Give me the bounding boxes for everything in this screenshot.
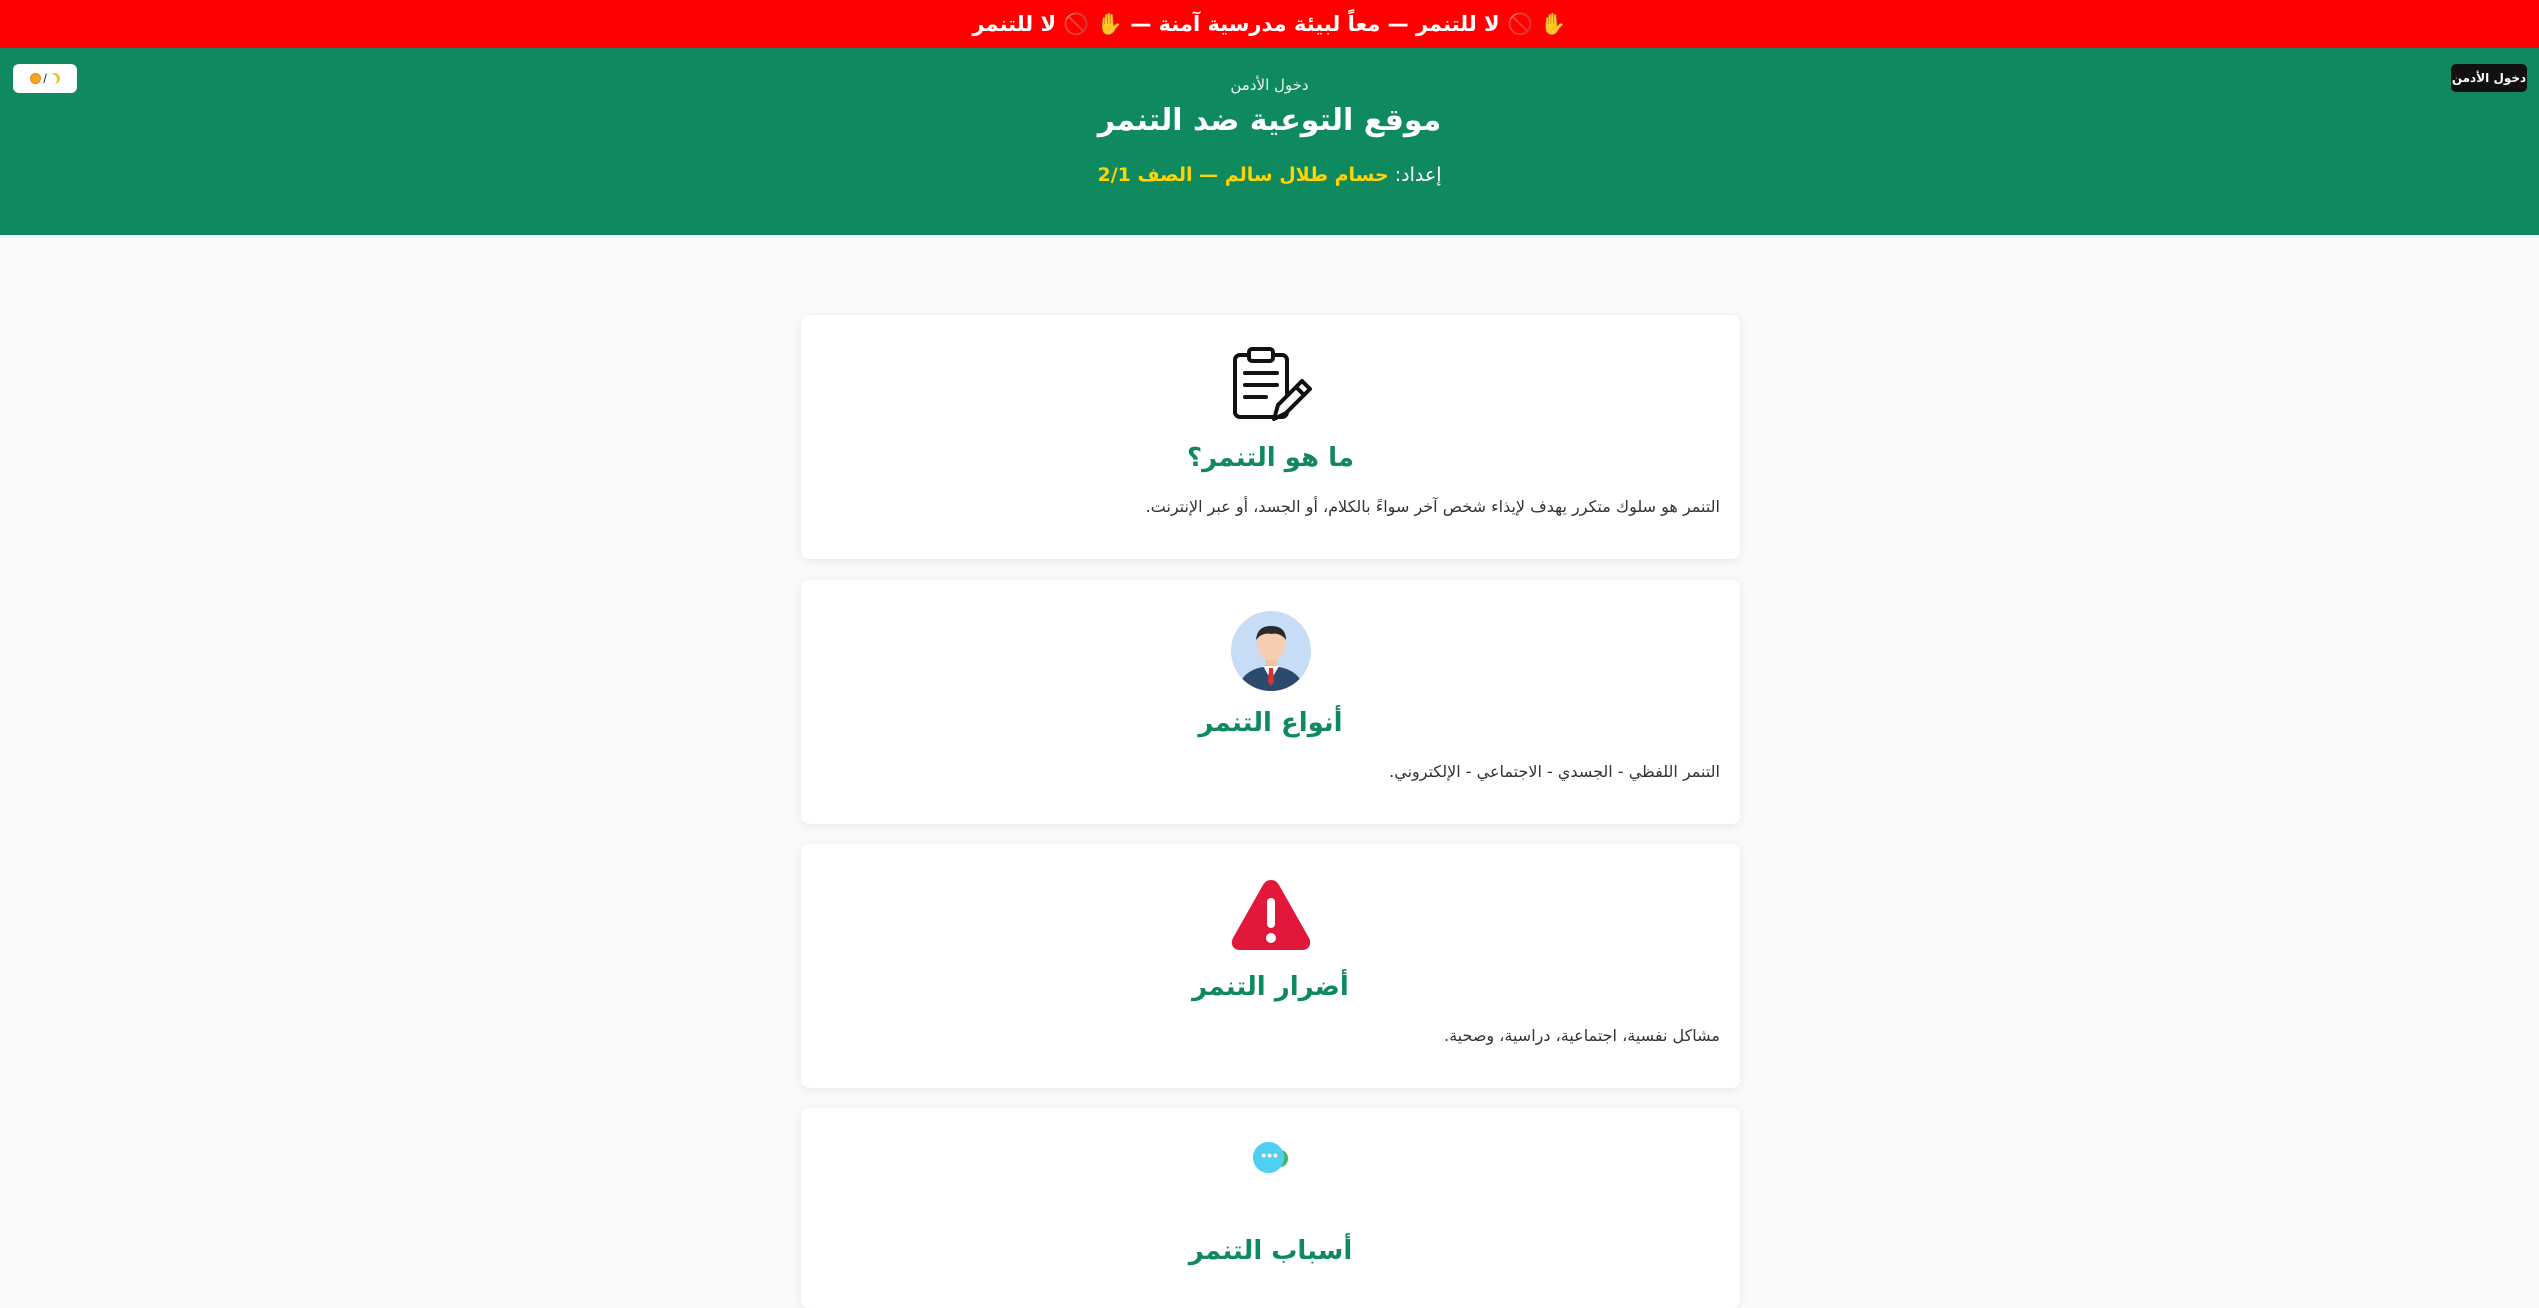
card-text: مشاكل نفسية، اجتماعية، دراسية، وصحية. [1444,1026,1720,1045]
author-name: حسام طلال سالم — الصف 2/1 [1097,164,1389,186]
businessman-avatar-icon [1230,610,1312,692]
slash-separator: / [43,71,47,86]
admin-login-button[interactable]: دخول الأدمن [2451,64,2527,92]
card-bullying-causes [801,1108,1740,1308]
admin-login-link[interactable]: دخول الأدمن [1230,76,1309,94]
card-title: ما هو التنمر؟ [1187,443,1354,473]
card-title: أسباب التنمر [1188,1236,1353,1266]
card-bullying-harms [801,844,1740,1088]
author-credit [0,164,2539,186]
hero-header [0,48,2539,235]
clipboard-pencil-icon [1230,345,1312,427]
card-title: أنواع التنمر [1198,708,1343,738]
banner-text: ✋ 🚫 لا للتنمر — معاً لبيئة مدرسية آمنة — ✋ 🚫 لا للتنمر [972,11,1567,36]
chat-bubble-icon [1230,1138,1312,1178]
warning-icon [1230,874,1312,956]
card-text: التنمر اللفظي - الجسدي - الاجتماعي - الإلكتروني. [1389,762,1720,781]
card-bullying-types [801,580,1740,824]
card-what-is-bullying [801,315,1740,559]
page-title: موقع التوعية ضد التنمر [1097,103,1442,138]
credit-prefix: إعداد: [1394,164,1442,186]
card-text: التنمر هو سلوك متكرر يهدف لإيذاء شخص آخر سواءً بالكلام، أو الجسد، أو عبر الإنترنت. [1145,497,1720,516]
card-title: أضرار التنمر [1192,972,1349,1002]
warning-banner [0,0,2539,48]
